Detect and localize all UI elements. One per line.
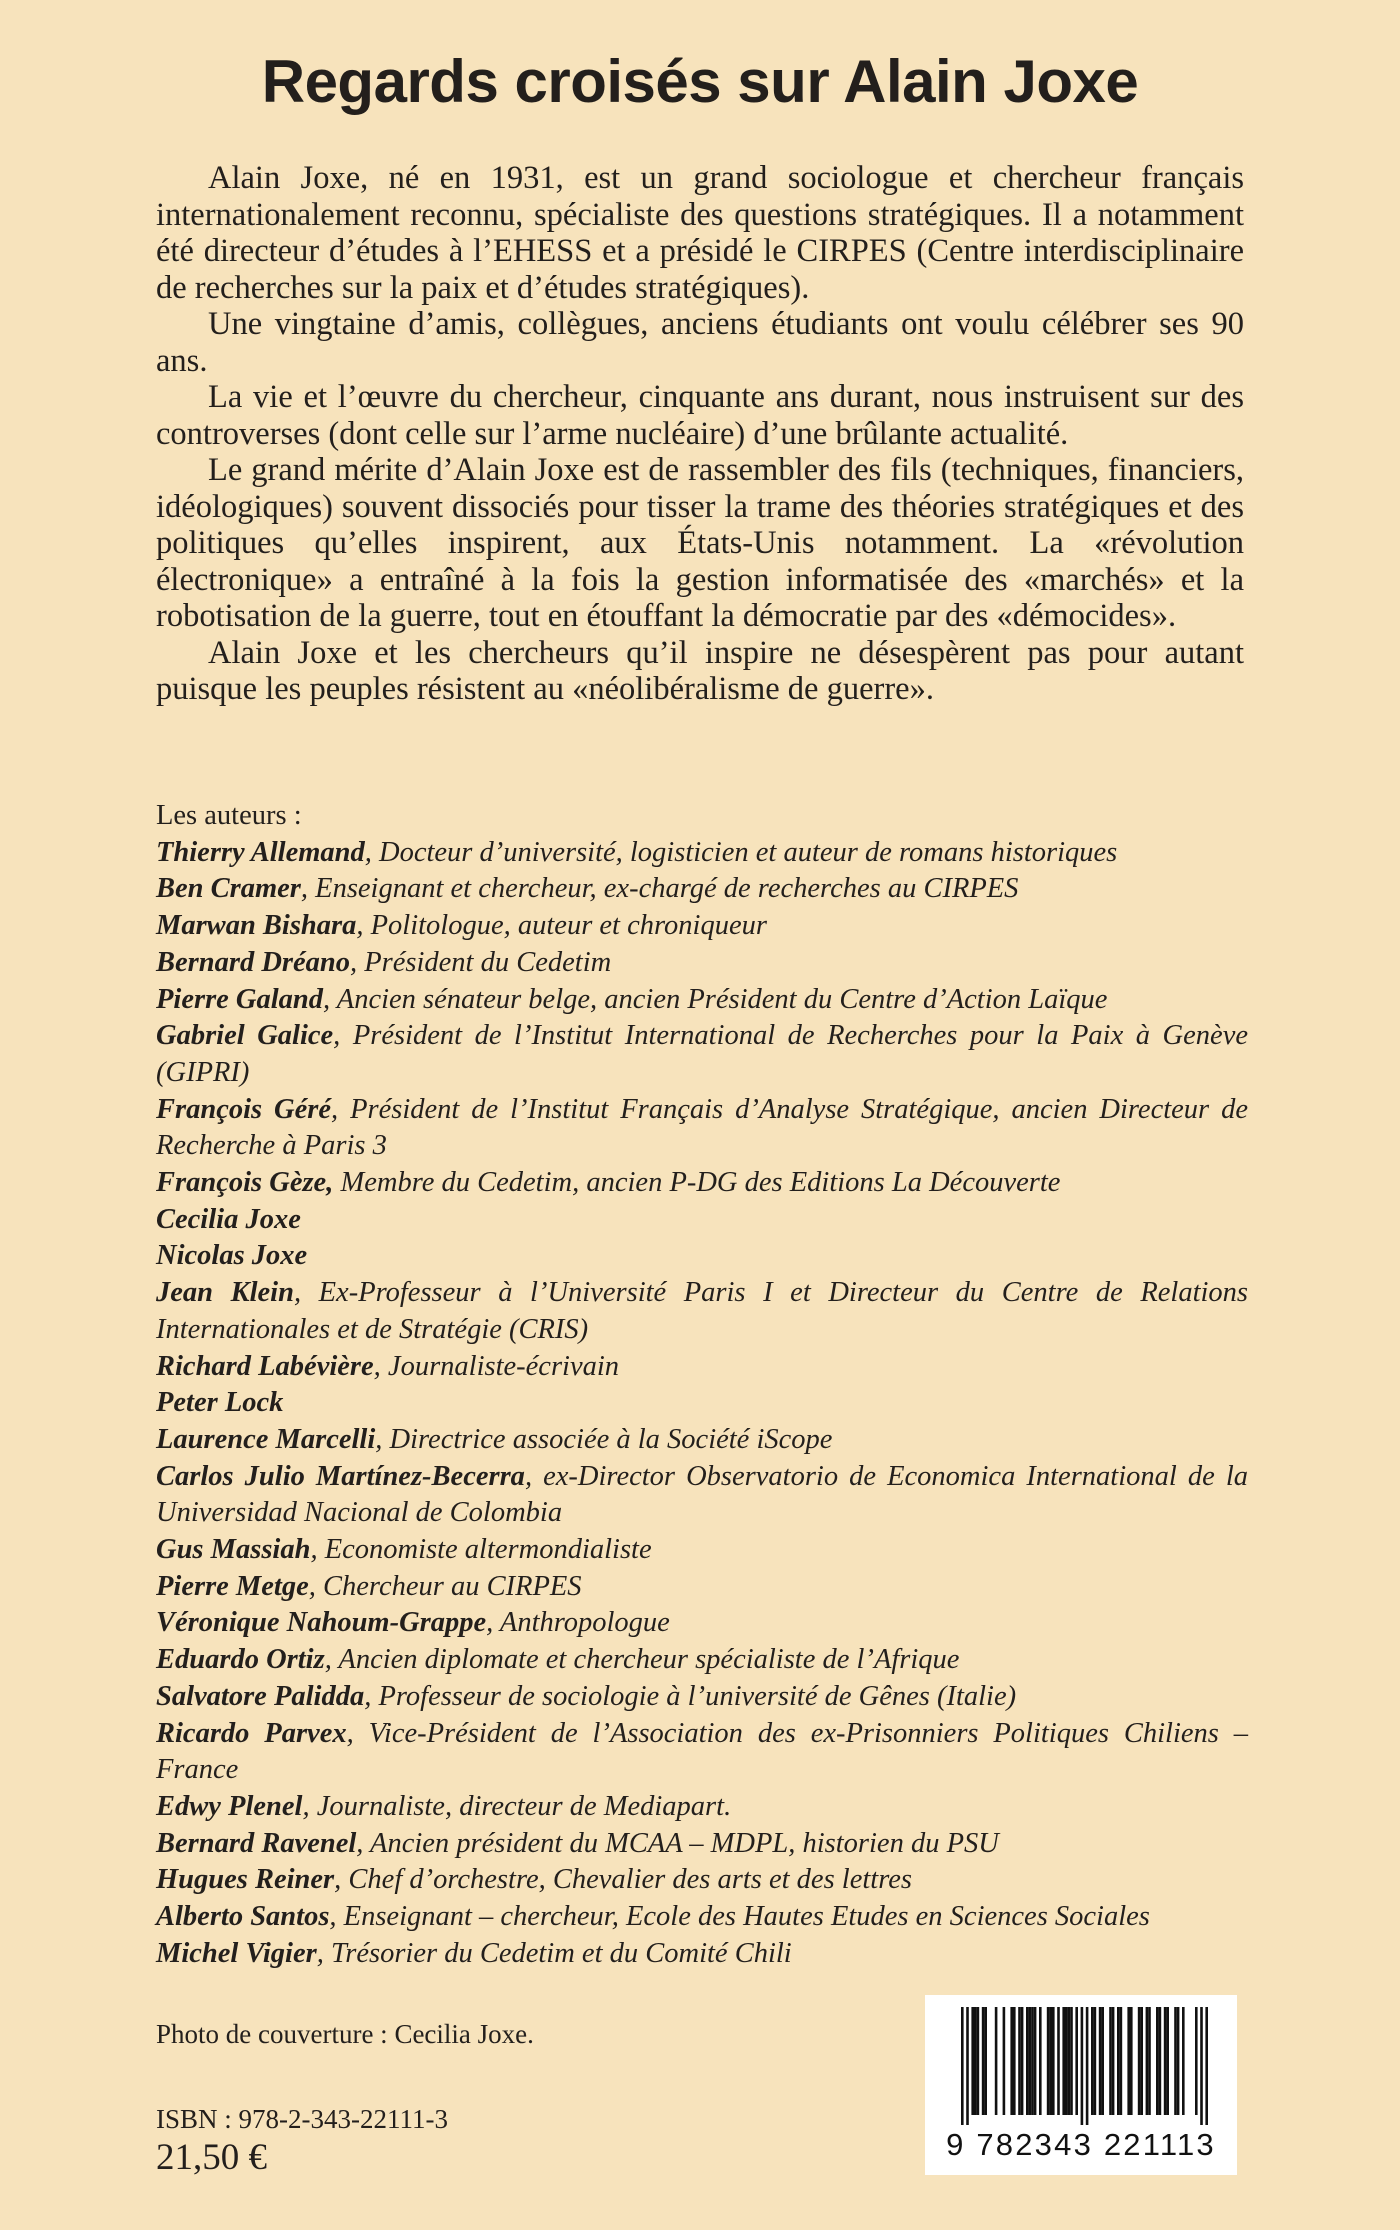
barcode-bar bbox=[971, 2007, 974, 2115]
author-name: Eduardo Ortiz bbox=[156, 1644, 325, 1676]
barcode-bar bbox=[974, 2007, 977, 2115]
author-name: Michel Vigier bbox=[156, 1937, 317, 1969]
barcode-bar bbox=[1138, 2007, 1141, 2115]
author-name: Thierry Allemand bbox=[156, 836, 365, 868]
author-role: , Economiste altermondialiste bbox=[310, 1534, 652, 1566]
barcode-bar bbox=[1052, 2007, 1055, 2115]
barcode-bar bbox=[1166, 2007, 1169, 2115]
author-role: , Anthropologue bbox=[486, 1607, 670, 1639]
author-role: , Chef d’orchestre, Chevalier des arts et des lettres bbox=[334, 1864, 912, 1896]
author-name: Peter Lock bbox=[156, 1387, 284, 1419]
barcode-bar bbox=[1047, 2007, 1050, 2115]
price: 21,50 € bbox=[156, 2137, 267, 2178]
author-entry bbox=[156, 1422, 1248, 1459]
barcode-bar bbox=[1159, 2007, 1162, 2115]
author-name: Ricardo Parvex bbox=[156, 1717, 347, 1749]
barcode-bar bbox=[1120, 2007, 1123, 2115]
barcode-bar bbox=[1094, 2007, 1097, 2115]
barcode-bar bbox=[1112, 2007, 1115, 2115]
author-name: Gus Massiah bbox=[156, 1534, 311, 1566]
barcode-bar bbox=[1174, 2007, 1177, 2115]
author-name: Salvatore Palidda bbox=[156, 1680, 365, 1712]
author-entry bbox=[156, 1679, 1248, 1716]
barcode-bar bbox=[1018, 2007, 1021, 2115]
author-entry bbox=[156, 945, 1248, 982]
summary-text bbox=[156, 160, 1244, 708]
author-role: , Président de l’Institut Français d’Analyse Stratégique, ancien Directeur de Recherche à Paris 3 bbox=[156, 1093, 1248, 1162]
author-entry bbox=[156, 1826, 1248, 1863]
barcode-bar bbox=[1182, 2007, 1185, 2115]
author-name: Ben Cramer bbox=[156, 873, 301, 905]
author-name: Edwy Plenel bbox=[156, 1790, 303, 1822]
author-role: , Enseignant et chercheur, ex-chargé de recherches au CIRPES bbox=[300, 873, 1019, 905]
barcode-bar bbox=[1029, 2007, 1032, 2115]
barcode-bar bbox=[1195, 2007, 1198, 2115]
barcode-bar bbox=[1065, 2007, 1068, 2115]
authors-heading: Les auteurs : bbox=[156, 800, 302, 831]
summary-paragraph: La vie et l’œuvre du chercheur, cinquante ans durant, nous instruisent sur des controverses (dont celle sur l’arme nucléaire) d’une brûlante actualité. bbox=[156, 379, 1244, 452]
author-role: , Docteur d’université, logisticien et auteur de romans historiques bbox=[364, 836, 1118, 868]
author-name: Alberto Santos bbox=[156, 1901, 330, 1933]
barcode-bar bbox=[1068, 2007, 1071, 2115]
barcode bbox=[925, 1995, 1237, 2175]
author-name: Cecilia Joxe bbox=[156, 1203, 301, 1235]
author-entry bbox=[156, 1899, 1248, 1936]
barcode-bar bbox=[1091, 2007, 1094, 2115]
author-entry bbox=[156, 871, 1248, 908]
author-name: Bernard Dréano bbox=[156, 946, 350, 978]
barcode-bars bbox=[951, 2007, 1211, 2125]
author-entry bbox=[156, 982, 1248, 1019]
barcode-bar bbox=[1057, 2007, 1060, 2115]
barcode-bar bbox=[1156, 2007, 1159, 2115]
author-name: Hugues Reiner bbox=[156, 1864, 335, 1896]
barcode-bar bbox=[1010, 2007, 1013, 2115]
author-entry bbox=[156, 1569, 1248, 1606]
barcode-bar bbox=[1075, 2007, 1078, 2115]
barcode-bar bbox=[1109, 2007, 1112, 2115]
barcode-bar bbox=[1127, 2007, 1130, 2115]
barcode-bar bbox=[984, 2007, 987, 2115]
author-entry bbox=[156, 1092, 1248, 1165]
barcode-bar bbox=[1146, 2007, 1149, 2115]
author-entry bbox=[156, 1716, 1248, 1789]
author-entry bbox=[156, 1275, 1248, 1348]
barcode-bar bbox=[1081, 2007, 1084, 2125]
barcode-bar bbox=[1021, 2007, 1024, 2115]
author-entry bbox=[156, 1642, 1248, 1679]
author-name: Laurence Marcelli bbox=[156, 1423, 376, 1455]
author-name: Gabriel Galice bbox=[156, 1020, 334, 1052]
barcode-bar bbox=[1148, 2007, 1151, 2115]
summary-paragraph: Le grand mérite d’Alain Joxe est de rassembler des fils (techniques, financiers, idéologiques) souvent dissociés pour tisser la trame des théories stratégiques et des politiques qu’elles inspirent, aux États-Unis notamment. La «révolution électronique» a entraîné à la fois la gestion informatisée des «marchés» et la robotisation de la guerre, tout en étouffant la démocratie par des «démocides». bbox=[156, 452, 1244, 634]
author-name: Marwan Bishara bbox=[156, 910, 357, 942]
author-entry bbox=[156, 1862, 1248, 1899]
author-list bbox=[156, 835, 1248, 1973]
summary-paragraph: Alain Joxe, né en 1931, est un grand sociologue et chercheur français internationalement reconnu, spécialiste des questions stratégiques. Il a notamment été directeur d’études à l’EHESS et a présidé le CIRPES (Centre interdisciplinaire de recherches sur la paix et d’études stratégiques). bbox=[156, 160, 1244, 306]
author-entry bbox=[156, 835, 1248, 872]
author-entry bbox=[156, 1532, 1248, 1569]
author-role: , Directrice associée à la Société iScope bbox=[375, 1423, 833, 1455]
barcode-digits: 9 782343 221113 bbox=[946, 2127, 1216, 2162]
barcode-bar bbox=[977, 2007, 980, 2115]
author-role: , Journaliste, directeur de Mediapart. bbox=[302, 1790, 732, 1822]
barcode-bar bbox=[1130, 2007, 1133, 2115]
barcode-bar bbox=[1034, 2007, 1037, 2115]
author-role: , Ancien sénateur belge, ancien Président du Centre d’Action Laïque bbox=[323, 983, 1108, 1015]
barcode-bar bbox=[1031, 2007, 1034, 2115]
barcode-bar bbox=[1062, 2007, 1065, 2115]
author-entry bbox=[156, 1238, 1248, 1275]
author-role: , Président de l’Institut International de Recherches pour la Paix à Genève (GIPRI) bbox=[156, 1020, 1248, 1088]
author-role: , Chercheur au CIRPES bbox=[308, 1570, 582, 1602]
author-name: Bernard Ravenel bbox=[156, 1827, 357, 1859]
barcode-bar bbox=[1039, 2007, 1042, 2115]
barcode-bar bbox=[1205, 2007, 1208, 2125]
author-entry bbox=[156, 1789, 1248, 1826]
barcode-bar bbox=[1140, 2007, 1143, 2115]
barcode-bar bbox=[1013, 2007, 1016, 2115]
barcode-bar bbox=[982, 2007, 985, 2115]
book-title: Regards croisés sur Alain Joxe bbox=[261, 48, 1139, 115]
isbn: ISBN : 978-2-343-22111-3 bbox=[156, 2104, 448, 2134]
author-role: Membre du Cedetim, ancien P-DG des Editions La Découverte bbox=[333, 1167, 1061, 1199]
author-entry bbox=[156, 1605, 1248, 1642]
author-name: François Géré bbox=[156, 1093, 332, 1125]
barcode-bar bbox=[1026, 2007, 1029, 2115]
barcode-bar bbox=[1003, 2007, 1006, 2115]
author-role: , ex-Director Observatorio de Economica International de la Universidad Nacional de Colombia bbox=[156, 1460, 1249, 1529]
author-role: , Président du Cedetim bbox=[350, 946, 612, 978]
summary-paragraph: Alain Joxe et les chercheurs qu’il inspire ne désespèrent pas pour autant puisque les peuples résistent au «néolibéralisme de guerre». bbox=[156, 634, 1244, 707]
author-role: , Ancien diplomate et chercheur spécialiste de l’Afrique bbox=[324, 1644, 960, 1676]
author-name: Richard Labévière bbox=[156, 1350, 374, 1382]
barcode-bar bbox=[1099, 2007, 1102, 2115]
author-name: François Gèze, bbox=[156, 1167, 334, 1199]
barcode-bar bbox=[1070, 2007, 1073, 2115]
barcode-bar bbox=[1117, 2007, 1120, 2115]
barcode-bar bbox=[1049, 2007, 1052, 2115]
author-entry bbox=[156, 1936, 1248, 1973]
author-name: Véronique Nahoum-Grappe bbox=[156, 1607, 487, 1639]
author-entry bbox=[156, 1018, 1248, 1091]
barcode-bar bbox=[1177, 2007, 1180, 2115]
author-entry bbox=[156, 1459, 1248, 1532]
author-role: , Politologue, auteur et chroniqueur bbox=[356, 910, 767, 942]
barcode-bar bbox=[1200, 2007, 1203, 2125]
author-name: Nicolas Joxe bbox=[156, 1240, 308, 1272]
barcode-bar bbox=[1086, 2007, 1089, 2125]
barcode-bar bbox=[966, 2007, 969, 2125]
author-role: , Enseignant – chercheur, Ecole des Hautes Etudes en Sciences Sociales bbox=[329, 1901, 1150, 1933]
author-name: Pierre Galand bbox=[156, 983, 324, 1015]
author-entry bbox=[156, 1349, 1248, 1386]
author-name: Jean Klein bbox=[156, 1277, 294, 1309]
author-entry bbox=[156, 908, 1248, 945]
author-name: Carlos Julio Martínez-Becerra bbox=[156, 1460, 525, 1492]
authors-section bbox=[156, 798, 1248, 1973]
barcode-bar bbox=[961, 2007, 964, 2125]
author-role: , Vice-Président de l’Association des ex-Prisonniers Politiques Chiliens – France bbox=[156, 1717, 1248, 1786]
summary-paragraph: Une vingtaine d’amis, collègues, anciens étudiants ont voulu célébrer ses 90 ans. bbox=[156, 306, 1244, 379]
author-entry bbox=[156, 1165, 1248, 1202]
barcode-bar bbox=[995, 2007, 998, 2115]
author-entry bbox=[156, 1202, 1248, 1239]
author-role: , Ancien président du MCAA – MDPL, historien du PSU bbox=[356, 1827, 999, 1859]
photo-credit: Photo de couverture : Cecilia Joxe. bbox=[156, 2019, 534, 2049]
author-role: , Trésorier du Cedetim et du Comité Chili bbox=[316, 1937, 792, 1969]
author-role: , Journaliste-écrivain bbox=[373, 1350, 620, 1382]
author-name: Pierre Metge bbox=[156, 1570, 309, 1602]
author-entry bbox=[156, 1385, 1248, 1422]
author-role: , Ex-Professeur à l’Université Paris I et Directeur du Centre de Relations Internationales et de Stratégie (CRIS) bbox=[156, 1277, 1248, 1345]
author-role: , Professeur de sociologie à l’université de Gênes (Italie) bbox=[364, 1680, 1017, 1712]
barcode-bar bbox=[1164, 2007, 1167, 2115]
barcode-bar bbox=[1101, 2007, 1104, 2115]
